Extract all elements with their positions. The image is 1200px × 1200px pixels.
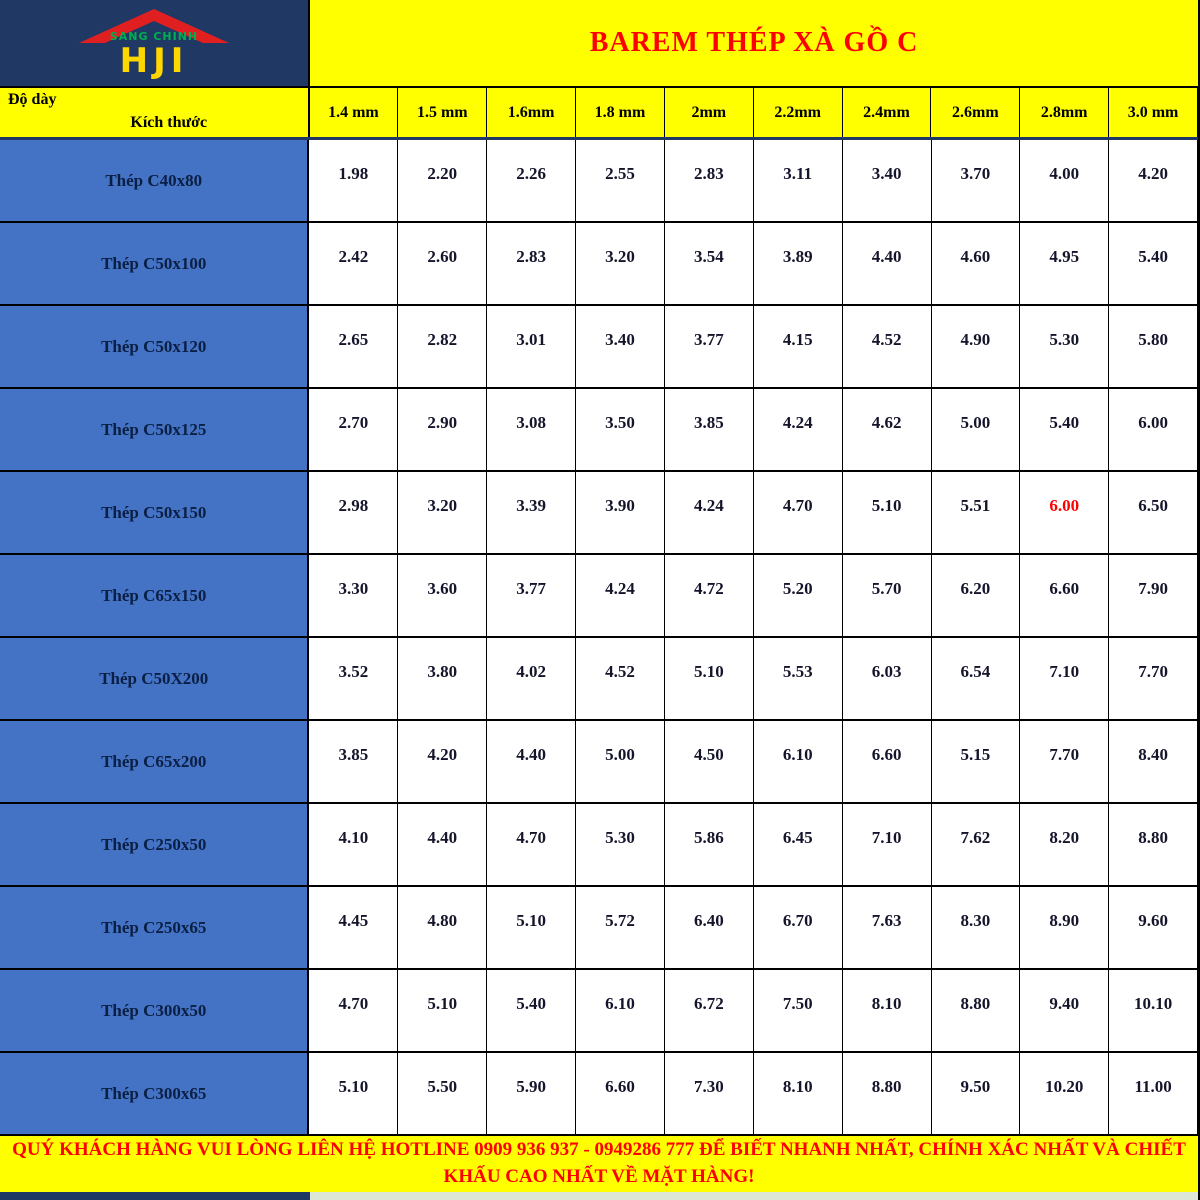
data-cell: 7.10 <box>1020 638 1109 719</box>
data-cell: 3.01 <box>487 306 576 387</box>
data-cell: 8.20 <box>1020 804 1109 885</box>
data-cell: 4.52 <box>576 638 665 719</box>
data-cell: 5.10 <box>665 638 754 719</box>
data-cell: 4.62 <box>843 389 932 470</box>
data-cell: 2.83 <box>665 140 754 221</box>
brand-subtitle: SANG CHINH <box>109 29 199 43</box>
data-cell: 4.40 <box>487 721 576 802</box>
data-cell: 6.45 <box>754 804 843 885</box>
data-cell: 3.85 <box>309 721 398 802</box>
table-row <box>0 1053 1198 1135</box>
table-row <box>0 555 1198 638</box>
page-title: BAREM THÉP XÀ GỒ C <box>589 27 919 58</box>
data-cell: 4.90 <box>932 306 1021 387</box>
corner-label-size: Kích thước <box>130 114 208 131</box>
row-label: Thép C250x65 <box>0 887 309 968</box>
brand-name: HJI <box>119 40 189 81</box>
table-header-row <box>0 88 1198 140</box>
data-cell: 2.70 <box>309 389 398 470</box>
corner-label-thickness: Độ dày <box>8 91 57 108</box>
row-label: Thép C50x125 <box>0 389 309 470</box>
top-band <box>0 0 1198 88</box>
data-cell: 6.03 <box>843 638 932 719</box>
table-row <box>0 721 1198 804</box>
data-cell: 3.39 <box>487 472 576 553</box>
data-cell: 5.40 <box>1109 223 1198 304</box>
row-label: Thép C65x200 <box>0 721 309 802</box>
data-cell: 4.60 <box>932 223 1021 304</box>
row-label: Thép C50x100 <box>0 223 309 304</box>
data-cell: 3.70 <box>932 140 1021 221</box>
data-cell: 8.80 <box>843 1053 932 1134</box>
data-cell: 5.00 <box>576 721 665 802</box>
data-cell: 2.20 <box>398 140 487 221</box>
data-cell: 6.70 <box>754 887 843 968</box>
data-cell: 3.60 <box>398 555 487 636</box>
table-row <box>0 638 1198 721</box>
table-row <box>0 970 1198 1053</box>
data-cell: 3.54 <box>665 223 754 304</box>
table-row <box>0 306 1198 389</box>
data-cell: 4.70 <box>487 804 576 885</box>
data-cell: 3.50 <box>576 389 665 470</box>
data-cell: 2.82 <box>398 306 487 387</box>
data-cell: 5.72 <box>576 887 665 968</box>
data-cell: 5.40 <box>1020 389 1109 470</box>
table-row <box>0 140 1198 223</box>
data-cell: 4.80 <box>398 887 487 968</box>
data-cell: 5.10 <box>487 887 576 968</box>
row-label: Thép C50x120 <box>0 306 309 387</box>
data-cell: 6.72 <box>665 970 754 1051</box>
data-cell: 7.70 <box>1109 638 1198 719</box>
data-cell: 7.62 <box>932 804 1021 885</box>
data-cell: 4.52 <box>843 306 932 387</box>
data-cell: 8.40 <box>1109 721 1198 802</box>
col-header: 2.6mm <box>931 88 1020 137</box>
bottom-strip-pale <box>310 1192 1198 1200</box>
data-cell: 2.55 <box>576 140 665 221</box>
data-cell: 3.90 <box>576 472 665 553</box>
data-cell: 5.50 <box>398 1053 487 1134</box>
data-cell: 2.65 <box>309 306 398 387</box>
data-cell: 5.40 <box>487 970 576 1051</box>
col-header: 2mm <box>665 88 754 137</box>
data-cell: 5.51 <box>932 472 1021 553</box>
bottom-strip-navy <box>0 1192 310 1200</box>
row-label: Thép C250x50 <box>0 804 309 885</box>
data-cell: 6.20 <box>932 555 1021 636</box>
data-cell: 6.60 <box>843 721 932 802</box>
data-cell: 8.10 <box>754 1053 843 1134</box>
data-cell: 5.80 <box>1109 306 1198 387</box>
data-cell: 8.30 <box>932 887 1021 968</box>
data-cell: 3.08 <box>487 389 576 470</box>
data-cell: 8.90 <box>1020 887 1109 968</box>
data-cell: 7.10 <box>843 804 932 885</box>
row-label: Thép C65x150 <box>0 555 309 636</box>
data-cell: 5.53 <box>754 638 843 719</box>
data-cell: 3.89 <box>754 223 843 304</box>
data-cell: 7.50 <box>754 970 843 1051</box>
data-cell: 5.10 <box>398 970 487 1051</box>
table-body <box>0 140 1198 1135</box>
data-cell: 3.80 <box>398 638 487 719</box>
col-header: 2.4mm <box>843 88 932 137</box>
data-cell: 4.20 <box>1109 140 1198 221</box>
data-cell: 5.10 <box>843 472 932 553</box>
data-cell: 3.77 <box>487 555 576 636</box>
row-label: Thép C300x65 <box>0 1053 309 1134</box>
data-cell: 4.24 <box>576 555 665 636</box>
data-cell: 5.00 <box>932 389 1021 470</box>
data-cell: 9.40 <box>1020 970 1109 1051</box>
data-cell: 4.24 <box>754 389 843 470</box>
data-cell: 7.30 <box>665 1053 754 1134</box>
data-cell: 2.98 <box>309 472 398 553</box>
data-cell: 4.00 <box>1020 140 1109 221</box>
data-cell: 1.98 <box>309 140 398 221</box>
data-cell: 3.52 <box>309 638 398 719</box>
data-cell: 2.60 <box>398 223 487 304</box>
data-cell: 4.20 <box>398 721 487 802</box>
data-cell: 3.40 <box>843 140 932 221</box>
col-header: 1.6mm <box>487 88 576 137</box>
bottom-strip <box>0 1192 1198 1200</box>
data-cell: 4.24 <box>665 472 754 553</box>
row-label: Thép C40x80 <box>0 140 309 221</box>
data-cell: 5.20 <box>754 555 843 636</box>
highlighted-cell: 6.00 <box>1020 472 1109 553</box>
data-cell: 4.72 <box>665 555 754 636</box>
data-cell: 6.60 <box>1020 555 1109 636</box>
col-header: 2.2mm <box>754 88 843 137</box>
data-cell: 2.26 <box>487 140 576 221</box>
data-cell: 5.15 <box>932 721 1021 802</box>
data-cell: 10.10 <box>1109 970 1198 1051</box>
data-cell: 5.30 <box>576 804 665 885</box>
data-cell: 5.86 <box>665 804 754 885</box>
table-row <box>0 804 1198 887</box>
data-cell: 4.40 <box>843 223 932 304</box>
row-label: Thép C50X200 <box>0 638 309 719</box>
col-header: 2.8mm <box>1020 88 1109 137</box>
data-cell: 5.10 <box>309 1053 398 1134</box>
table-row <box>0 887 1198 970</box>
data-cell: 10.20 <box>1020 1053 1109 1134</box>
data-cell: 2.90 <box>398 389 487 470</box>
data-cell: 8.80 <box>1109 804 1198 885</box>
data-cell: 4.70 <box>309 970 398 1051</box>
table-row <box>0 472 1198 555</box>
row-label: Thép C50x150 <box>0 472 309 553</box>
col-header: 1.4 mm <box>310 88 399 137</box>
data-cell: 6.54 <box>932 638 1021 719</box>
footer-hotline-note: QUÝ KHÁCH HÀNG VUI LÒNG LIÊN HỆ HOTLINE 0909 936 937 - 0949286 777 ĐỂ BIẾT NHANH NHẤT, CHÍNH XÁC NHẤT VÀ CHIẾT KHẤU CAO NHẤT VỀ MẶT HÀNG! <box>0 1135 1198 1192</box>
data-cell: 5.70 <box>843 555 932 636</box>
data-cell: 3.30 <box>309 555 398 636</box>
data-cell: 4.50 <box>665 721 754 802</box>
data-cell: 3.40 <box>576 306 665 387</box>
data-cell: 7.63 <box>843 887 932 968</box>
data-cell: 4.10 <box>309 804 398 885</box>
col-header: 3.0 mm <box>1109 88 1198 137</box>
data-cell: 3.20 <box>576 223 665 304</box>
data-cell: 4.15 <box>754 306 843 387</box>
table-row <box>0 389 1198 472</box>
col-header: 1.5 mm <box>398 88 487 137</box>
data-cell: 4.70 <box>754 472 843 553</box>
data-cell: 9.50 <box>932 1053 1021 1134</box>
data-cell: 4.40 <box>398 804 487 885</box>
data-cell: 4.95 <box>1020 223 1109 304</box>
data-cell: 8.10 <box>843 970 932 1051</box>
data-cell: 4.45 <box>309 887 398 968</box>
data-cell: 6.10 <box>576 970 665 1051</box>
data-cell: 6.10 <box>754 721 843 802</box>
data-cell: 3.20 <box>398 472 487 553</box>
col-header: 1.8 mm <box>576 88 665 137</box>
data-cell: 7.70 <box>1020 721 1109 802</box>
data-cell: 11.00 <box>1109 1053 1198 1134</box>
row-label: Thép C300x50 <box>0 970 309 1051</box>
company-logo <box>0 0 310 86</box>
data-cell: 3.11 <box>754 140 843 221</box>
data-cell: 3.77 <box>665 306 754 387</box>
title-bar <box>310 0 1198 86</box>
corner-header-cell <box>0 88 310 137</box>
data-cell: 9.60 <box>1109 887 1198 968</box>
data-cell: 6.60 <box>576 1053 665 1134</box>
data-cell: 3.85 <box>665 389 754 470</box>
data-cell: 5.30 <box>1020 306 1109 387</box>
data-cell: 2.42 <box>309 223 398 304</box>
data-cell: 6.00 <box>1109 389 1198 470</box>
data-cell: 5.90 <box>487 1053 576 1134</box>
data-cell: 6.40 <box>665 887 754 968</box>
data-cell: 4.02 <box>487 638 576 719</box>
data-cell: 6.50 <box>1109 472 1198 553</box>
data-cell: 7.90 <box>1109 555 1198 636</box>
data-cell: 8.80 <box>932 970 1021 1051</box>
data-cell: 2.83 <box>487 223 576 304</box>
table-row <box>0 223 1198 306</box>
